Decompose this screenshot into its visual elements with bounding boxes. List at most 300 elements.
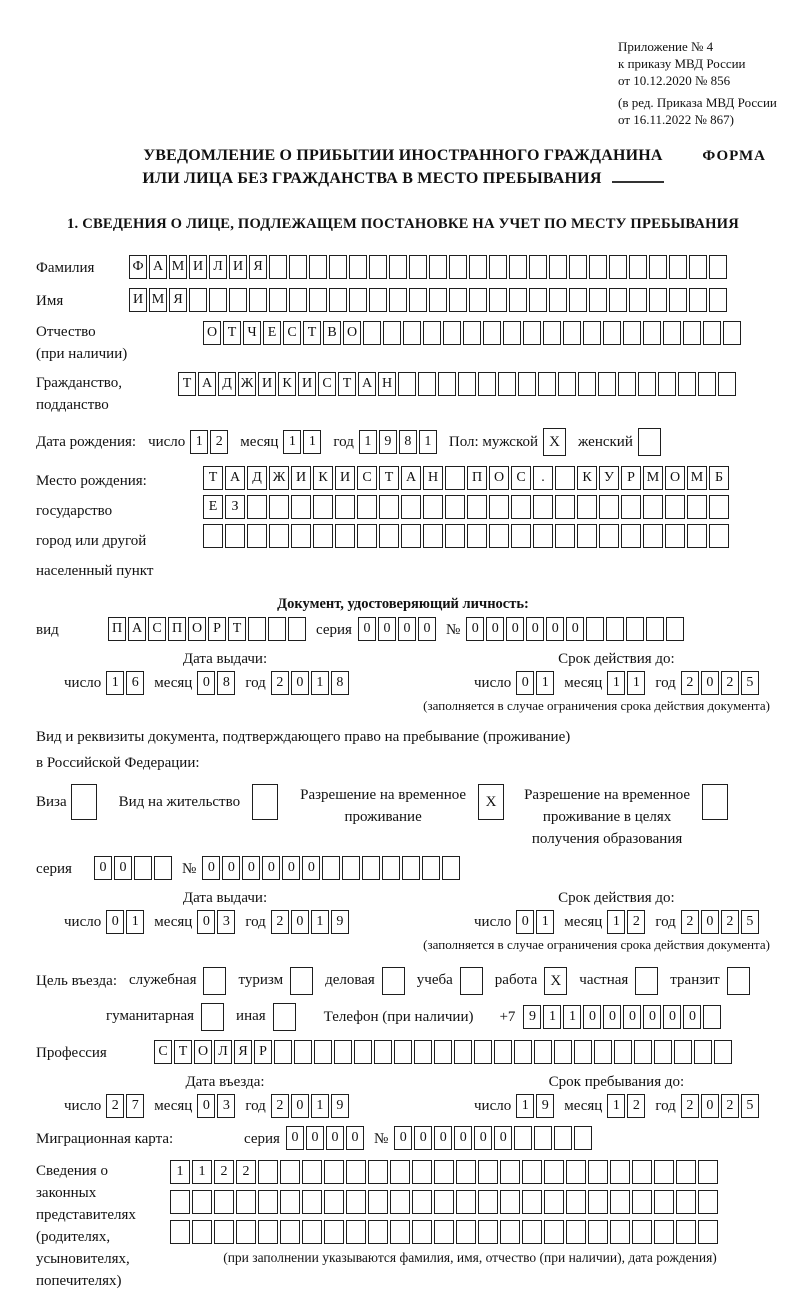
form-cell[interactable]: 1 — [536, 910, 554, 934]
form-cell[interactable]: 1 — [607, 671, 625, 695]
form-cell[interactable]: 0 — [623, 1005, 641, 1029]
form-cell[interactable]: 0 — [302, 856, 320, 880]
form-cell[interactable]: 1 — [627, 671, 645, 695]
form-cell[interactable]: 0 — [546, 617, 564, 641]
form-cell[interactable] — [329, 255, 347, 279]
form-cell[interactable] — [236, 1220, 256, 1244]
form-cell[interactable]: И — [129, 288, 147, 312]
form-cell[interactable] — [458, 372, 476, 396]
form-cell[interactable] — [170, 1220, 190, 1244]
form-cell[interactable]: Л — [214, 1040, 232, 1064]
form-cell[interactable] — [558, 372, 576, 396]
form-cell[interactable]: 0 — [262, 856, 280, 880]
form-cell[interactable] — [192, 1220, 212, 1244]
form-cell[interactable] — [632, 1160, 652, 1184]
form-cell[interactable]: О — [203, 321, 221, 345]
form-cell[interactable] — [703, 321, 721, 345]
form-cell[interactable] — [549, 288, 567, 312]
form-cell[interactable]: 2 — [681, 671, 699, 695]
form-cell[interactable] — [544, 1190, 564, 1214]
form-cell[interactable] — [412, 1160, 432, 1184]
form-cell[interactable] — [390, 1160, 410, 1184]
form-cell[interactable]: А — [128, 617, 146, 641]
form-cell[interactable] — [268, 617, 286, 641]
form-cell[interactable] — [654, 1220, 674, 1244]
form-cell[interactable] — [463, 321, 481, 345]
form-cell[interactable] — [403, 321, 421, 345]
form-cell[interactable] — [203, 524, 223, 548]
form-cell[interactable] — [577, 495, 597, 519]
form-cell[interactable]: 2 — [210, 430, 228, 454]
form-cell[interactable] — [349, 255, 367, 279]
form-cell[interactable] — [723, 321, 741, 345]
form-cell[interactable] — [329, 288, 347, 312]
form-cell[interactable] — [598, 372, 616, 396]
form-cell[interactable]: А — [149, 255, 167, 279]
form-cell[interactable] — [534, 1040, 552, 1064]
form-cell[interactable]: 2 — [681, 1094, 699, 1118]
form-cell[interactable] — [379, 495, 399, 519]
form-cell[interactable] — [324, 1160, 344, 1184]
form-cell[interactable]: Ж — [269, 466, 289, 490]
form-cell[interactable] — [274, 1040, 292, 1064]
form-cell[interactable] — [544, 1220, 564, 1244]
form-cell[interactable]: Т — [338, 372, 356, 396]
form-cell[interactable] — [170, 1190, 190, 1214]
form-cell[interactable] — [369, 288, 387, 312]
form-cell[interactable]: И — [291, 466, 311, 490]
form-cell[interactable] — [544, 1160, 564, 1184]
form-cell[interactable]: 0 — [222, 856, 240, 880]
form-cell[interactable]: 0 — [701, 671, 719, 695]
form-cell[interactable] — [623, 321, 641, 345]
form-cell[interactable] — [478, 1220, 498, 1244]
form-cell[interactable] — [654, 1040, 672, 1064]
form-cell[interactable]: 0 — [306, 1126, 324, 1150]
form-cell[interactable] — [694, 1040, 712, 1064]
form-cell[interactable]: Д — [247, 466, 267, 490]
form-cell[interactable] — [324, 1220, 344, 1244]
form-cell[interactable] — [335, 495, 355, 519]
form-cell[interactable] — [569, 255, 587, 279]
form-cell[interactable] — [289, 255, 307, 279]
form-cell[interactable]: 1 — [311, 910, 329, 934]
form-cell[interactable] — [643, 495, 663, 519]
form-cell[interactable]: 9 — [379, 430, 397, 454]
form-cell[interactable] — [247, 495, 267, 519]
form-cell[interactable]: М — [149, 288, 167, 312]
form-cell[interactable] — [589, 255, 607, 279]
form-cell[interactable] — [346, 1190, 366, 1214]
form-cell[interactable]: Ф — [129, 255, 147, 279]
form-cell[interactable] — [362, 856, 380, 880]
form-cell[interactable]: О — [188, 617, 206, 641]
form-cell[interactable] — [646, 617, 664, 641]
form-cell[interactable]: 9 — [536, 1094, 554, 1118]
form-cell[interactable] — [248, 617, 266, 641]
form-cell[interactable] — [609, 255, 627, 279]
form-cell[interactable] — [390, 1220, 410, 1244]
form-cell[interactable] — [423, 321, 441, 345]
form-cell[interactable] — [709, 524, 729, 548]
form-cell[interactable]: П — [467, 466, 487, 490]
form-cell[interactable] — [247, 524, 267, 548]
temp-residence-checkbox[interactable]: X — [478, 784, 504, 820]
form-cell[interactable] — [280, 1160, 300, 1184]
form-cell[interactable] — [555, 495, 575, 519]
form-cell[interactable] — [676, 1220, 696, 1244]
temp-residence-edu-checkbox[interactable] — [702, 784, 728, 820]
form-cell[interactable]: 0 — [701, 1094, 719, 1118]
form-cell[interactable] — [335, 524, 355, 548]
form-cell[interactable]: 1 — [516, 1094, 534, 1118]
form-cell[interactable]: 0 — [398, 617, 416, 641]
form-cell[interactable]: Б — [709, 466, 729, 490]
form-cell[interactable] — [483, 321, 501, 345]
form-cell[interactable] — [514, 1040, 532, 1064]
form-cell[interactable]: 2 — [627, 1094, 645, 1118]
form-cell[interactable]: 1 — [311, 671, 329, 695]
form-cell[interactable] — [422, 856, 440, 880]
form-cell[interactable] — [291, 495, 311, 519]
form-cell[interactable] — [555, 466, 575, 490]
form-cell[interactable]: Д — [218, 372, 236, 396]
form-cell[interactable]: 0 — [197, 910, 215, 934]
form-cell[interactable]: 1 — [170, 1160, 190, 1184]
form-cell[interactable]: Я — [169, 288, 187, 312]
form-cell[interactable]: 0 — [434, 1126, 452, 1150]
form-cell[interactable]: Т — [174, 1040, 192, 1064]
form-cell[interactable] — [618, 372, 636, 396]
form-cell[interactable] — [269, 495, 289, 519]
form-cell[interactable] — [649, 255, 667, 279]
form-cell[interactable] — [154, 856, 172, 880]
form-cell[interactable] — [549, 255, 567, 279]
form-cell[interactable]: 3 — [217, 910, 235, 934]
form-cell[interactable] — [401, 524, 421, 548]
form-cell[interactable] — [314, 1040, 332, 1064]
form-cell[interactable]: 0 — [358, 617, 376, 641]
form-cell[interactable] — [500, 1220, 520, 1244]
form-cell[interactable] — [654, 1190, 674, 1214]
form-cell[interactable] — [434, 1220, 454, 1244]
form-cell[interactable] — [569, 288, 587, 312]
form-cell[interactable] — [134, 856, 152, 880]
form-cell[interactable]: 0 — [197, 671, 215, 695]
form-cell[interactable]: 3 — [217, 1094, 235, 1118]
form-cell[interactable] — [423, 495, 443, 519]
form-cell[interactable]: М — [169, 255, 187, 279]
form-cell[interactable] — [632, 1190, 652, 1214]
form-cell[interactable] — [456, 1160, 476, 1184]
form-cell[interactable] — [429, 288, 447, 312]
form-cell[interactable]: Р — [254, 1040, 272, 1064]
form-cell[interactable] — [566, 1160, 586, 1184]
form-cell[interactable] — [478, 1190, 498, 1214]
form-cell[interactable]: 0 — [106, 910, 124, 934]
form-cell[interactable] — [683, 321, 701, 345]
form-cell[interactable]: 5 — [741, 671, 759, 695]
form-cell[interactable] — [658, 372, 676, 396]
form-cell[interactable] — [578, 372, 596, 396]
form-cell[interactable]: 1 — [359, 430, 377, 454]
form-cell[interactable]: Е — [263, 321, 281, 345]
form-cell[interactable]: 1 — [190, 430, 208, 454]
form-cell[interactable] — [357, 524, 377, 548]
form-cell[interactable] — [214, 1190, 234, 1214]
form-cell[interactable] — [409, 288, 427, 312]
form-cell[interactable]: З — [225, 495, 245, 519]
form-cell[interactable] — [678, 372, 696, 396]
form-cell[interactable] — [643, 321, 661, 345]
form-cell[interactable]: Т — [303, 321, 321, 345]
form-cell[interactable] — [522, 1190, 542, 1214]
form-cell[interactable]: С — [154, 1040, 172, 1064]
form-cell[interactable] — [588, 1160, 608, 1184]
form-cell[interactable] — [687, 524, 707, 548]
form-cell[interactable] — [666, 617, 684, 641]
form-cell[interactable]: 0 — [286, 1126, 304, 1150]
visa-checkbox[interactable] — [71, 784, 97, 820]
form-cell[interactable] — [503, 321, 521, 345]
form-cell[interactable] — [714, 1040, 732, 1064]
form-cell[interactable] — [566, 1220, 586, 1244]
form-cell[interactable]: 0 — [197, 1094, 215, 1118]
form-cell[interactable]: 0 — [516, 671, 534, 695]
form-cell[interactable]: А — [401, 466, 421, 490]
form-cell[interactable] — [555, 524, 575, 548]
form-cell[interactable] — [369, 255, 387, 279]
checkbox-business[interactable] — [382, 967, 405, 995]
form-cell[interactable]: С — [318, 372, 336, 396]
form-cell[interactable] — [529, 288, 547, 312]
form-cell[interactable]: 0 — [394, 1126, 412, 1150]
form-cell[interactable]: С — [148, 617, 166, 641]
form-cell[interactable] — [663, 321, 681, 345]
form-cell[interactable]: 2 — [271, 671, 289, 695]
form-cell[interactable]: 2 — [271, 1094, 289, 1118]
checkbox-official[interactable] — [203, 967, 226, 995]
form-cell[interactable]: 0 — [114, 856, 132, 880]
form-cell[interactable] — [302, 1220, 322, 1244]
form-cell[interactable] — [478, 372, 496, 396]
form-cell[interactable]: 1 — [607, 910, 625, 934]
form-cell[interactable] — [445, 466, 465, 490]
form-cell[interactable] — [334, 1040, 352, 1064]
form-cell[interactable]: Р — [208, 617, 226, 641]
form-cell[interactable] — [449, 288, 467, 312]
form-cell[interactable] — [324, 1190, 344, 1214]
form-cell[interactable] — [577, 524, 597, 548]
form-cell[interactable] — [583, 321, 601, 345]
form-cell[interactable]: 0 — [202, 856, 220, 880]
form-cell[interactable]: 0 — [603, 1005, 621, 1029]
form-cell[interactable]: Р — [621, 466, 641, 490]
form-cell[interactable] — [629, 255, 647, 279]
form-cell[interactable] — [309, 288, 327, 312]
form-cell[interactable]: Т — [203, 466, 223, 490]
form-cell[interactable]: Ж — [238, 372, 256, 396]
form-cell[interactable] — [610, 1190, 630, 1214]
form-cell[interactable] — [689, 255, 707, 279]
form-cell[interactable] — [368, 1190, 388, 1214]
form-cell[interactable] — [509, 288, 527, 312]
form-cell[interactable]: 2 — [721, 1094, 739, 1118]
form-cell[interactable] — [588, 1190, 608, 1214]
form-cell[interactable] — [443, 321, 461, 345]
form-cell[interactable]: 1 — [563, 1005, 581, 1029]
form-cell[interactable] — [456, 1190, 476, 1214]
form-cell[interactable] — [634, 1040, 652, 1064]
form-cell[interactable]: 0 — [242, 856, 260, 880]
form-cell[interactable]: 0 — [683, 1005, 701, 1029]
form-cell[interactable] — [418, 372, 436, 396]
sex-male-checkbox[interactable]: X — [543, 428, 566, 456]
form-cell[interactable]: 2 — [681, 910, 699, 934]
form-cell[interactable]: П — [108, 617, 126, 641]
form-cell[interactable] — [689, 288, 707, 312]
form-cell[interactable] — [394, 1040, 412, 1064]
form-cell[interactable] — [214, 1220, 234, 1244]
form-cell[interactable] — [368, 1160, 388, 1184]
checkbox-humanitarian[interactable] — [201, 1003, 224, 1031]
form-cell[interactable] — [610, 1220, 630, 1244]
form-cell[interactable]: И — [335, 466, 355, 490]
form-cell[interactable] — [649, 288, 667, 312]
form-cell[interactable] — [522, 1220, 542, 1244]
form-cell[interactable] — [302, 1160, 322, 1184]
form-cell[interactable]: У — [599, 466, 619, 490]
form-cell[interactable] — [674, 1040, 692, 1064]
form-cell[interactable] — [313, 495, 333, 519]
form-cell[interactable] — [354, 1040, 372, 1064]
form-cell[interactable] — [574, 1040, 592, 1064]
form-cell[interactable] — [665, 495, 685, 519]
form-cell[interactable]: 9 — [523, 1005, 541, 1029]
form-cell[interactable] — [626, 617, 644, 641]
form-cell[interactable] — [434, 1190, 454, 1214]
form-cell[interactable] — [621, 495, 641, 519]
form-cell[interactable]: 8 — [331, 671, 349, 695]
form-cell[interactable]: 2 — [271, 910, 289, 934]
form-cell[interactable] — [489, 524, 509, 548]
form-cell[interactable] — [412, 1220, 432, 1244]
form-cell[interactable]: Е — [203, 495, 223, 519]
form-cell[interactable] — [494, 1040, 512, 1064]
form-cell[interactable] — [474, 1040, 492, 1064]
form-cell[interactable]: 1 — [543, 1005, 561, 1029]
form-cell[interactable]: 0 — [414, 1126, 432, 1150]
form-cell[interactable]: 2 — [214, 1160, 234, 1184]
form-cell[interactable]: 0 — [701, 910, 719, 934]
form-cell[interactable] — [346, 1160, 366, 1184]
form-cell[interactable] — [288, 617, 306, 641]
form-cell[interactable]: 0 — [566, 617, 584, 641]
form-cell[interactable] — [518, 372, 536, 396]
form-cell[interactable] — [621, 524, 641, 548]
form-cell[interactable]: А — [225, 466, 245, 490]
form-cell[interactable]: О — [343, 321, 361, 345]
form-cell[interactable]: 5 — [741, 1094, 759, 1118]
form-cell[interactable] — [589, 288, 607, 312]
form-cell[interactable] — [456, 1220, 476, 1244]
form-cell[interactable]: К — [313, 466, 333, 490]
form-cell[interactable]: 0 — [282, 856, 300, 880]
form-cell[interactable]: 9 — [331, 1094, 349, 1118]
form-cell[interactable] — [489, 255, 507, 279]
form-cell[interactable]: 0 — [526, 617, 544, 641]
form-cell[interactable] — [368, 1220, 388, 1244]
form-cell[interactable]: Т — [228, 617, 246, 641]
form-cell[interactable] — [434, 1160, 454, 1184]
checkbox-transit[interactable] — [727, 967, 750, 995]
form-cell[interactable] — [401, 495, 421, 519]
form-cell[interactable] — [383, 321, 401, 345]
form-cell[interactable] — [500, 1160, 520, 1184]
form-cell[interactable]: 2 — [721, 671, 739, 695]
form-cell[interactable]: 2 — [106, 1094, 124, 1118]
form-cell[interactable] — [449, 255, 467, 279]
form-cell[interactable] — [632, 1220, 652, 1244]
checkbox-tourism[interactable] — [290, 967, 313, 995]
form-cell[interactable]: 1 — [283, 430, 301, 454]
form-cell[interactable]: И — [298, 372, 316, 396]
form-cell[interactable] — [291, 524, 311, 548]
checkbox-work[interactable]: X — [544, 967, 567, 995]
form-cell[interactable]: . — [533, 466, 553, 490]
form-cell[interactable]: 1 — [126, 910, 144, 934]
form-cell[interactable]: 8 — [399, 430, 417, 454]
form-cell[interactable]: Т — [379, 466, 399, 490]
form-cell[interactable]: 0 — [516, 910, 534, 934]
form-cell[interactable]: 1 — [303, 430, 321, 454]
form-cell[interactable] — [543, 321, 561, 345]
form-cell[interactable]: Н — [378, 372, 396, 396]
form-cell[interactable] — [665, 524, 685, 548]
form-cell[interactable]: 0 — [418, 617, 436, 641]
form-cell[interactable] — [698, 1220, 718, 1244]
form-cell[interactable]: 0 — [94, 856, 112, 880]
form-cell[interactable] — [229, 288, 247, 312]
form-cell[interactable]: К — [278, 372, 296, 396]
form-cell[interactable] — [511, 495, 531, 519]
form-cell[interactable] — [489, 288, 507, 312]
form-cell[interactable] — [599, 495, 619, 519]
form-cell[interactable] — [469, 255, 487, 279]
form-cell[interactable] — [594, 1040, 612, 1064]
form-cell[interactable] — [346, 1220, 366, 1244]
form-cell[interactable] — [614, 1040, 632, 1064]
form-cell[interactable]: А — [358, 372, 376, 396]
form-cell[interactable]: Т — [223, 321, 241, 345]
form-cell[interactable] — [606, 617, 624, 641]
form-cell[interactable] — [709, 495, 729, 519]
form-cell[interactable]: 1 — [419, 430, 437, 454]
form-cell[interactable]: И — [258, 372, 276, 396]
form-cell[interactable]: О — [665, 466, 685, 490]
form-cell[interactable] — [489, 495, 509, 519]
form-cell[interactable] — [498, 372, 516, 396]
form-cell[interactable] — [687, 495, 707, 519]
form-cell[interactable] — [638, 372, 656, 396]
checkbox-study[interactable] — [460, 967, 483, 995]
form-cell[interactable] — [603, 321, 621, 345]
form-cell[interactable] — [509, 255, 527, 279]
form-cell[interactable] — [363, 321, 381, 345]
form-cell[interactable]: 1 — [311, 1094, 329, 1118]
form-cell[interactable]: Н — [423, 466, 443, 490]
form-cell[interactable] — [389, 288, 407, 312]
